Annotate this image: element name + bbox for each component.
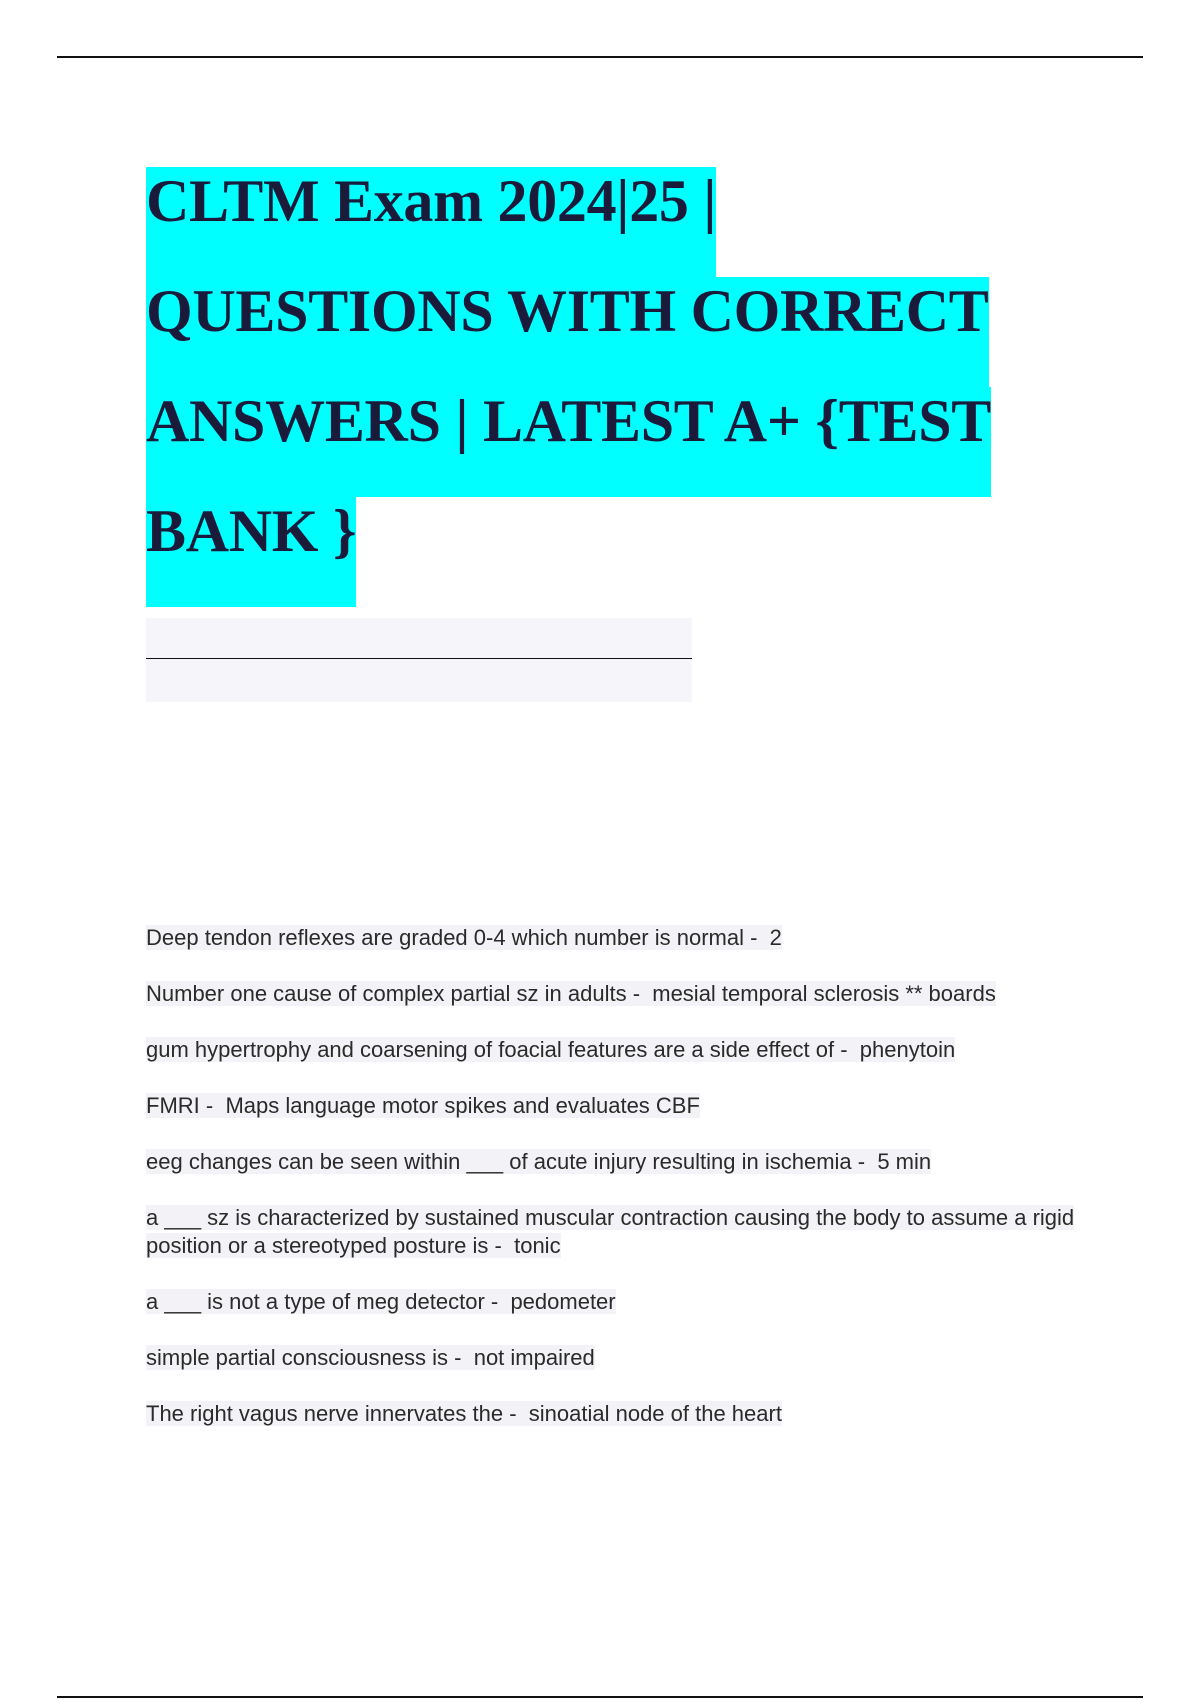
qa-question: The right vagus nerve innervates the xyxy=(146,1401,504,1426)
title-line: CLTM Exam 2024|25 | xyxy=(146,167,716,277)
qa-answer: not impaired xyxy=(473,1345,595,1370)
qa-question: gum hypertrophy and coarsening of foacial features are a side effect of xyxy=(146,1037,835,1062)
qa-answer: 2 xyxy=(769,925,782,950)
title-line: BANK } xyxy=(146,497,356,607)
qa-separator: - xyxy=(626,981,653,1006)
qa-list xyxy=(146,924,1106,1456)
qa-answer: mesial temporal sclerosis ** boards xyxy=(652,981,996,1006)
qa-item xyxy=(146,1288,1106,1316)
qa-question: FMRI xyxy=(146,1093,200,1118)
top-rule xyxy=(57,56,1143,58)
qa-item xyxy=(146,1204,1106,1260)
qa-answer: Maps language motor spikes and evaluates CBF xyxy=(225,1093,700,1118)
qa-separator: - xyxy=(503,1401,529,1426)
qa-answer: 5 min xyxy=(877,1149,932,1174)
title-line: QUESTIONS WITH CORRECT xyxy=(146,277,989,387)
qa-item xyxy=(146,1148,1106,1176)
qa-item xyxy=(146,1036,1106,1064)
divider-line xyxy=(146,658,692,659)
qa-separator: - xyxy=(199,1093,226,1118)
qa-item xyxy=(146,1344,1106,1372)
qa-separator: - xyxy=(744,925,770,950)
qa-question: eeg changes can be seen within ___ of acute injury resulting in ischemia xyxy=(146,1149,852,1174)
qa-separator: - xyxy=(488,1233,515,1258)
qa-question: a ___ sz is characterized by sustained muscular contraction causing the body to assume a rigid position or a stereotyped posture is xyxy=(146,1205,1075,1258)
qa-question: Number one cause of complex partial sz in adults xyxy=(146,981,627,1006)
document-title xyxy=(146,167,1046,607)
qa-answer: tonic xyxy=(514,1233,561,1258)
qa-item xyxy=(146,1092,1106,1120)
qa-separator: - xyxy=(484,1289,511,1314)
qa-item xyxy=(146,1400,1106,1428)
qa-separator: - xyxy=(851,1149,878,1174)
qa-answer: phenytoin xyxy=(859,1037,956,1062)
qa-separator: - xyxy=(834,1037,860,1062)
qa-separator: - xyxy=(448,1345,474,1370)
qa-question: simple partial consciousness is xyxy=(146,1345,449,1370)
qa-question: a ___ is not a type of meg detector xyxy=(146,1289,485,1314)
qa-item xyxy=(146,980,1106,1008)
title-line: ANSWERS | LATEST A+ {TEST xyxy=(146,387,991,497)
bottom-rule xyxy=(57,1696,1143,1698)
qa-question: Deep tendon reflexes are graded 0-4 which number is normal xyxy=(146,925,744,950)
qa-item xyxy=(146,924,1106,952)
qa-answer: sinoatial node of the heart xyxy=(528,1401,782,1426)
title-divider xyxy=(146,618,692,702)
qa-answer: pedometer xyxy=(510,1289,616,1314)
